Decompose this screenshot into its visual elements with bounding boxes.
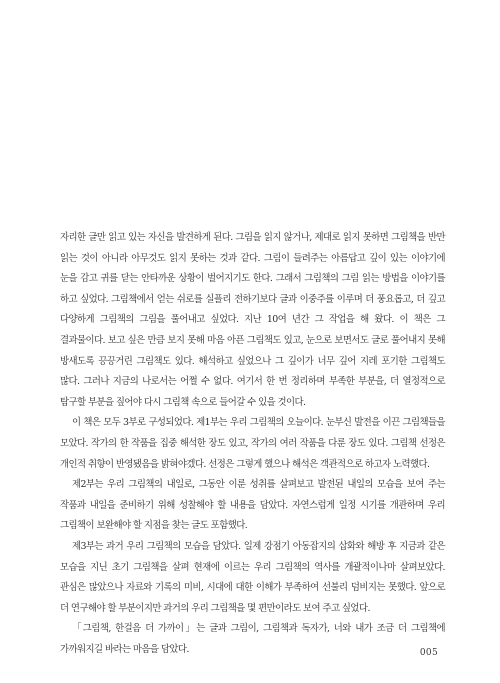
paragraph-intro-continued: 자리한 글만 읽고 있는 자신을 발견하게 된다. 그림을 읽지 않거나, 제대로 읽지 못하면 그림책을 반만 읽는 것이 아니라 아무것도 읽지 못하는 것과 같다. 그림이 들려주는 아름답고 깊이 있는 이야기에 눈을 감고 귀를 닫는 안타까운 상황이 벌어지기도 한다. 그래서 그림책의 그림 읽는 방법을 이야기를 하고 싶었다. 그림책에서 얻는 쉬로를 실플리 전하기보다 글과 이중주를 이루며 더 풍요롭고, 더 깊고 다양하게 그림책의 그림을 풀어내고 싶었다. 지난 10여 년간 그 작업을 해 왔다. 이 책은 그 결과물이다. 보고 싶은 만큼 보지 못해 마음 아픈 그림책도 있고, 눈으로 보면서도 글로 풀어내지 못해 방새도록 끙끙거린 그림책도 있다. 해석하고 싶었으나 그 깊이가 너무 깊어 지레 포기한 그림책도 많다. 그러나 지금의 나로서는 어쩔 수 없다. 여기서 한 번 정리하며 부족한 부분을, 더 열정적으로 탐구할 부분을 짚어야 다시 그림책 속으로 들어갈 수 있을 것이다. [60, 232, 445, 408]
paragraph-part-three: 제3부는 과거 우리 그림책의 모습을 담았다. 일제 강점기 아동잡지의 삽화와 해방 후 지금과 같은 모습을 지닌 초기 그림책을 살펴 현재에 이르는 우리 그림책의 역사를 개괄적이나마 살펴보았다. 관심은 많았으나 자료와 기록의 미비, 시대에 대한 이해가 부족하여 선불리 덤비지는 못했다. 앞으로 더 연구해야 할 부분이지만 과거의 우리 그림책을 몇 편만이라도 보여 주고 싶었다. [60, 540, 445, 614]
page-number: 005 [419, 648, 438, 658]
body-text [60, 228, 445, 660]
paragraph-closing: 「그림책, 한걸음 더 가까이」는 글과 그림이, 그림책과 독자가, 너와 내가 조금 더 그림책에 가까워지길 바라는 마음을 담았다. [60, 623, 445, 655]
paragraph-part-two: 제2부는 우리 그림책의 내일로, 그동안 이룬 성취를 살펴보고 발전된 내일의 모습을 보여 주는 작품과 내일을 준비하기 위해 성찰해야 할 내용을 담았다. 자연스럽게 일정 시기를 개관하며 우리 그림책이 보완해야 할 지점을 찾는 글도 포함했다. [60, 479, 445, 532]
paragraph-book-structure: 이 책은 모두 3부로 구성되었다. 제1부는 우리 그림책의 오늘이다. 눈부신 발전을 이끈 그림책들을 모았다. 작가의 한 작품을 집중 해석한 장도 있고, 작가의 여러 작품을 다룬 장도 있다. 그림책 선정은 개인적 취향이 반영됐음을 밝혀야겠다. 선정은 그렇게 했으나 해석은 객관적으로 하고자 노력했다. [60, 417, 445, 470]
